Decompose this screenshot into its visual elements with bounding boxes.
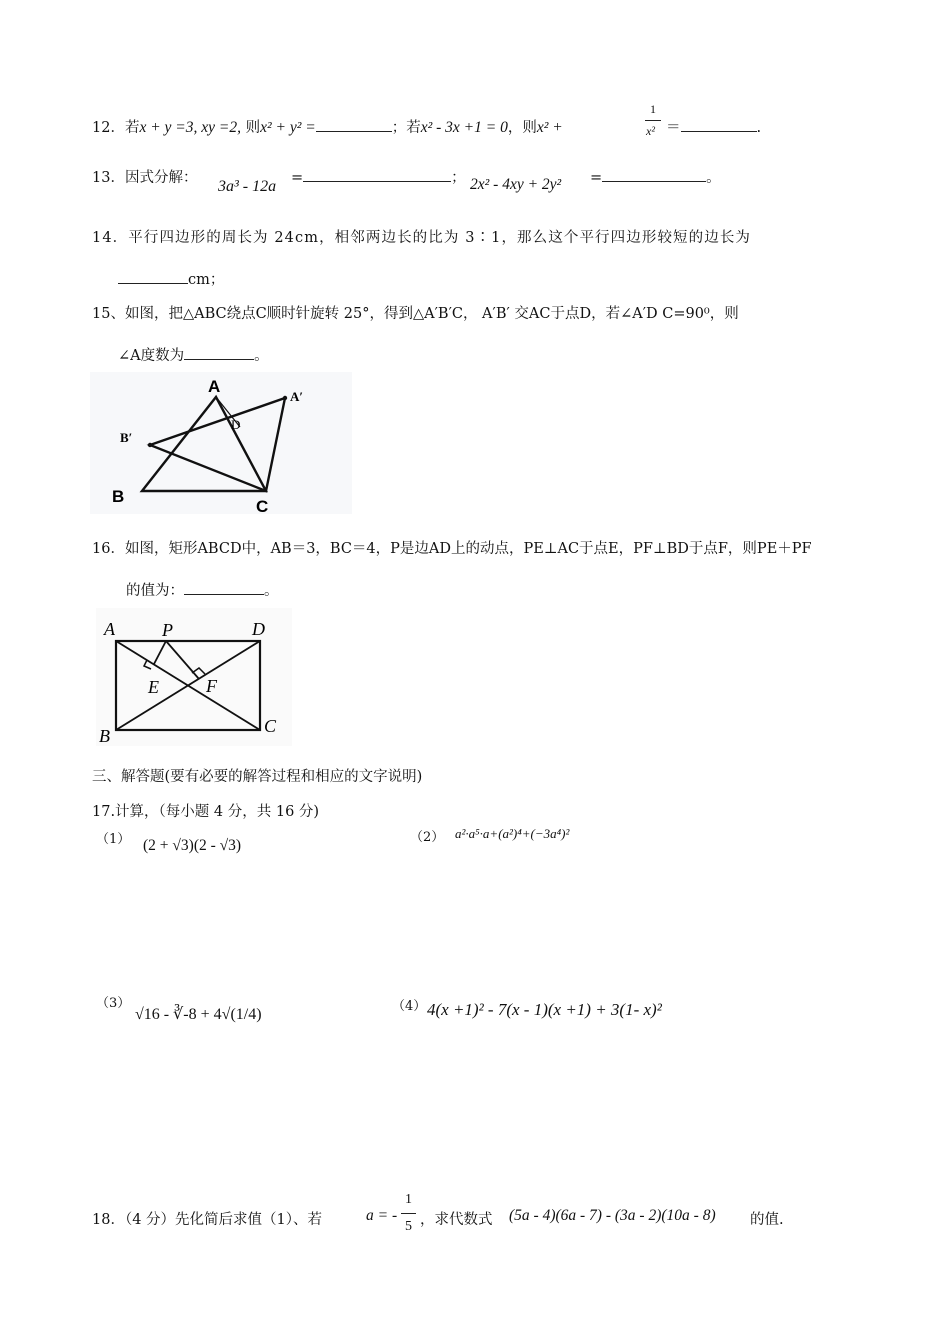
q12-condition-2: x² - 3x +1 = 0: [420, 119, 508, 136]
q12-expression-2: x² +: [536, 119, 563, 136]
q17-part-2-label: （2）: [410, 830, 445, 845]
q17-part-3-expression: √16 - ∛-8 + 4√(1/4): [135, 1006, 262, 1023]
q15-line-2-prefix: ∠A度数为: [118, 348, 185, 364]
q13-part-1: [291, 166, 466, 187]
label-a-prime: A′: [290, 389, 304, 404]
q15-answer-blank[interactable]: [184, 345, 254, 360]
q16-answer-blank[interactable]: [184, 580, 264, 595]
q14-line-2: [118, 268, 224, 289]
q12-expression-1: x² + y² =: [260, 119, 316, 136]
q13-answer-blank-2[interactable]: [602, 167, 706, 182]
label-p: P: [162, 620, 173, 640]
q12-ask-2: ，则: [507, 120, 537, 136]
q18-fraction-denominator: 5: [405, 1219, 412, 1234]
label-e: E: [148, 677, 159, 697]
point-b-prime: [148, 443, 152, 447]
q13-label: 13．因式分解：: [92, 170, 198, 186]
section-3-title: 三、解答题(要有必要的解答过程和相应的文字说明): [92, 769, 423, 785]
q18-fraction-bar: [401, 1213, 416, 1214]
q18-prefix: 18．（4 分）先化简后求值（1）、若: [92, 1212, 323, 1228]
q18-variable: a = -: [366, 1207, 398, 1224]
q17-part-4-expression: 4(x +1)² - 7(x - 1)(x +1) + 3(1- x)²: [427, 1000, 662, 1019]
q12-answer-blank-1[interactable]: [316, 117, 392, 132]
q13-expression-1: 3a³ - 12a: [218, 178, 277, 195]
q17-title: 17.计算，（每小题 4 分，共 16 分): [92, 804, 320, 820]
q17-part-2-expression: a²·a⁵·a+(a²)⁴+(−3a⁴)²: [455, 826, 570, 841]
label-b: B: [112, 487, 125, 506]
q16-line-1: 16．如图，矩形ABCD中，AB＝3，BC＝4，P是边AD上的动点，PE⊥AC于点E，PF⊥BD于点F，则PE＋PF: [92, 541, 812, 557]
label-c: C: [256, 497, 269, 514]
q13-answer-blank-1[interactable]: [303, 167, 451, 182]
point-a-prime: [283, 396, 287, 400]
q12-ask-1: 则: [245, 120, 261, 136]
q16-end: 。: [264, 583, 279, 599]
q17-part-1-expression: (2 + √3)(2 - √3): [143, 837, 242, 854]
q12-fraction-denominator: x²: [646, 124, 655, 138]
label-a: A: [208, 377, 221, 396]
q15-line-2: [118, 344, 269, 365]
q13-semicolon: ；: [451, 170, 466, 186]
q16-line-2: [126, 579, 279, 600]
label-a: A: [104, 619, 115, 639]
q18-end: 的值.: [750, 1212, 784, 1228]
question-12: [92, 116, 563, 137]
label-b: B: [99, 726, 110, 746]
q12-equals: ＝: [666, 120, 681, 136]
q13-end: 。: [706, 170, 721, 186]
q15-rotation-figure: [90, 372, 352, 514]
q16-line-2-prefix: 的值为：: [126, 583, 184, 599]
label-c: C: [264, 716, 277, 736]
label-f: F: [206, 676, 217, 696]
q13-part-2: [590, 166, 721, 187]
q16-rectangle-figure: [96, 608, 292, 746]
q13-expression-2: 2x² - 4xy + 2y²: [470, 176, 562, 193]
q14-line-1: 14．平行四边形的周长为 24cm，相邻两边长的比为 3∶1，那么这个平行四边形较短的边长为: [92, 230, 752, 246]
q12-number: 12．若: [92, 120, 140, 136]
q13-equals-1: =: [291, 170, 304, 186]
q12-fraction-numerator: 1: [650, 102, 656, 116]
q17-part-4-label: （4）: [392, 999, 427, 1014]
q18-fraction-numerator: 1: [405, 1192, 412, 1207]
q15-line-1: 15、如图，把△ABC绕点C顺时针旋转 25°，得到△A′B′C， A′B′ 交AC于点D，若∠A′D C=90⁰，则: [92, 306, 739, 322]
q15-end: 。: [254, 348, 269, 364]
q12-end: .: [756, 120, 762, 136]
label-d: D: [231, 417, 241, 432]
q18-expression: (5a - 4)(6a - 7) - (3a - 2)(10a - 8): [509, 1207, 716, 1224]
q14-answer-blank[interactable]: [118, 269, 188, 284]
q12-fraction-bar: [645, 120, 661, 121]
q12-answer-blank-2[interactable]: [681, 117, 757, 132]
q12-tail: [666, 116, 761, 137]
q14-unit: cm；: [188, 272, 225, 288]
q12-condition-1: x + y =3, xy =2,: [139, 119, 241, 136]
q17-part-1-label: （1）: [96, 832, 131, 847]
q12-separator: ；若: [391, 120, 421, 136]
q17-part-3-label: （3）: [96, 996, 131, 1011]
q18-middle: ，求代数式: [420, 1212, 493, 1228]
label-b-prime: B′: [120, 430, 133, 445]
q13-equals-2: =: [590, 170, 603, 186]
label-d: D: [252, 619, 265, 639]
